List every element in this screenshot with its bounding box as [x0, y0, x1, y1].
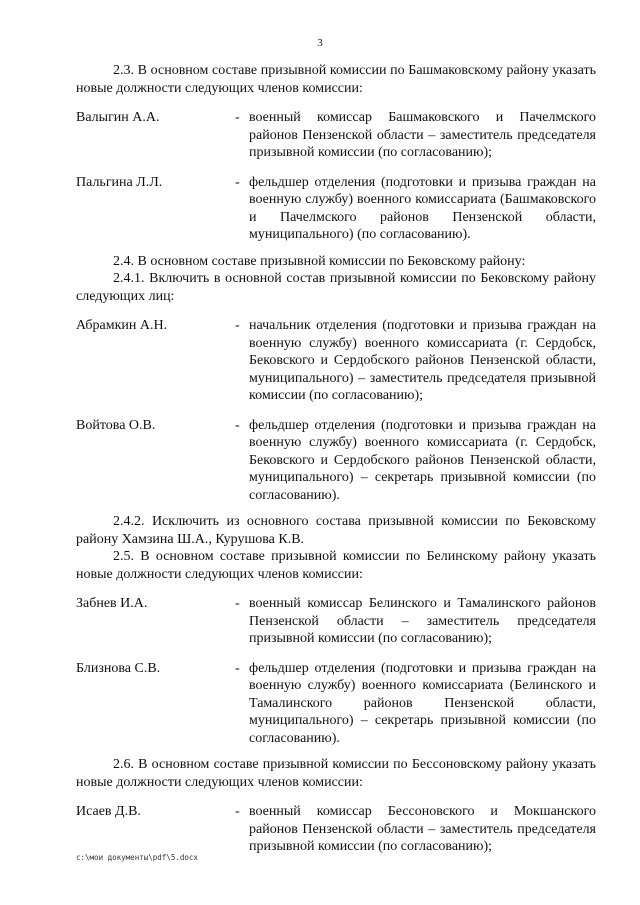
entry-name: Близнова С.В. [76, 660, 161, 676]
entry-name: Забнев И.А. [76, 596, 148, 611]
section-2-5-text: 2.5. В основном составе призывной комиссии по Белинскому району указать новые должности следующих членов комиссии: [76, 549, 596, 582]
entry-desc: фельдшер отделения (подготовки и призыва граждан на военную службу) военного комиссариата (Башмаковского и Пачелмского районов Пензенской области, муниципального) (по согласованию). [249, 174, 596, 242]
entry-palgina [76, 174, 596, 244]
entry-valygin [76, 109, 596, 162]
entry-zabnev [76, 595, 596, 648]
entry-name: Абрамкин А.Н. [76, 318, 168, 333]
entry-dash: - [235, 417, 240, 433]
entry-isaev [76, 803, 596, 856]
entry-name: Валыгин А.А. [76, 110, 160, 125]
entry-dash: - [235, 660, 240, 676]
entry-desc: военный комиссар Башмаковского и Пачелмского районов Пензенской области – заместитель председателя призывной комиссии (по согласованию); [249, 110, 596, 160]
section-2-3-text: 2.3. В основном составе призывной комиссии по Башмаковскому району указать новые должности следующих членов комиссии: [76, 63, 596, 96]
section-2-4-1-text: 2.4.1. Включить в основной состав призывной комиссии по Бековскому району следующих лиц: [76, 271, 596, 304]
entry-dash: - [235, 174, 240, 190]
entry-dash: - [235, 110, 240, 125]
page-number: 3 [317, 37, 323, 49]
footer-file-path: c:\мои документы\pdf\5.docx [76, 853, 198, 862]
section-2-6-text: 2.6. В основном составе призывной комиссии по Бессоновскому району указать новые должности следующих членов комиссии: [76, 757, 596, 790]
entry-desc: военный комиссар Бессоновского и Мокшанского районов Пензенской области – заместитель председателя призывной комиссии (по согласованию); [249, 804, 596, 854]
entry-name: Исаев Д.В. [76, 804, 141, 819]
document-body [76, 62, 596, 856]
entry-name: Пальгина Л.Л. [76, 174, 163, 190]
entry-voitova [76, 417, 596, 505]
entry-desc: начальник отделения (подготовки и призыва граждан на военную службу) военного комиссариата (г. Сердобск, Бековского и Сердобского районов Пензенской области, муниципального) – заместитель председателя призывной комиссии (по согласованию); [249, 318, 596, 403]
entry-dash: - [235, 804, 240, 819]
entry-desc: фельдшер отделения (подготовки и призыва граждан на военную службу) военного комиссариата (г. Сердобск, Бековского и Сердобского районов Пензенской области, муниципального) – секретарь призывной комиссии (по согласованию). [249, 417, 596, 503]
entry-abramkin [76, 317, 596, 405]
entry-bliznova [76, 660, 596, 748]
section-2-4-text: 2.4. В основном составе призывной комиссии по Бековскому району: [113, 253, 526, 269]
entry-desc: военный комиссар Белинского и Тамалинского районов Пензенской области – заместитель председателя призывной комиссии (по согласованию); [249, 596, 596, 646]
section-2-4-2-text: 2.4.2. Исключить из основного состава призывной комиссии по Бековскому району Хамзина Ш.А., Курушова К.В. [76, 514, 596, 547]
entry-dash: - [235, 318, 240, 333]
entry-name: Войтова О.В. [76, 417, 156, 433]
entry-desc: фельдшер отделения (подготовки и призыва граждан на военную службу) военного комиссариата (Белинского и Тамалинского районов Пензенской области, муниципального) – секретарь призывной комиссии (по согласованию). [249, 660, 596, 746]
entry-dash: - [235, 596, 240, 611]
